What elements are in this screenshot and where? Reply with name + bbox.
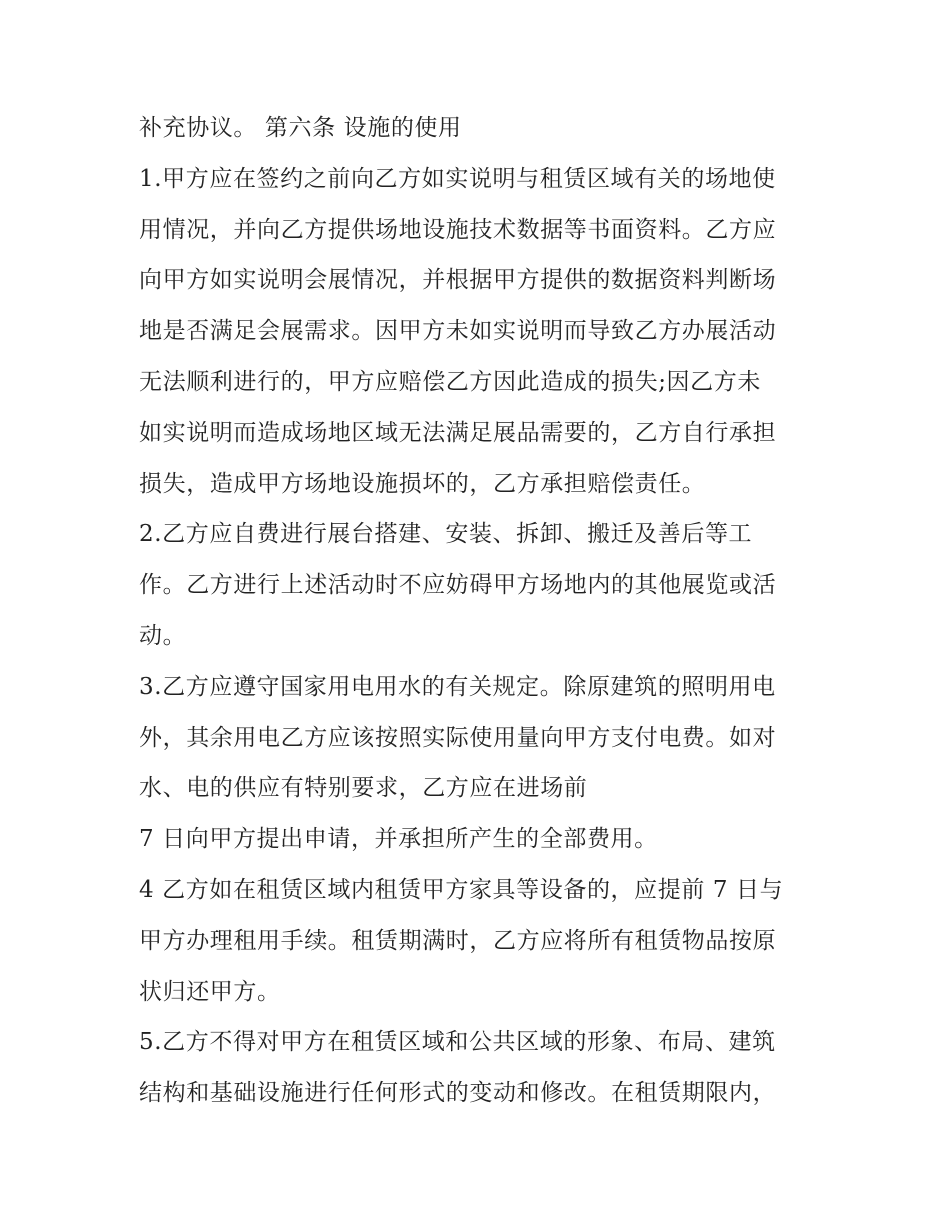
text-line: 结构和基础设施进行任何形式的变动和修改。在租赁期限内， <box>139 1080 777 1107</box>
text-line: 状归还甲方。 <box>139 978 281 1005</box>
text-line: 如实说明而造成场地区域无法满足展品需要的，乙方自行承担 <box>139 419 777 446</box>
text-line: 作。乙方进行上述活动时不应妨碍甲方场地内的其他展览或活 <box>139 572 777 599</box>
text-line: 水、电的供应有特别要求，乙方应在进场前 <box>139 775 588 802</box>
text-line: 4 乙方如在租赁区域内租赁甲方家具等设备的，应提前 7 日与 <box>139 876 784 903</box>
text-line: 损失，造成甲方场地设施损坏的，乙方承担赔偿责任。 <box>139 470 706 497</box>
text-line: 外，其余用电乙方应该按照实际使用量向甲方支付电费。如对 <box>139 724 777 751</box>
text-line: 向甲方如实说明会展情况，并根据甲方提供的数据资料判断场 <box>139 267 777 294</box>
document-body <box>139 103 819 1119</box>
text-line: 2.乙方应自费进行展台搭建、安装、拆卸、搬迁及善后等工 <box>139 521 753 548</box>
text-line: 甲方办理租用手续。租赁期满时，乙方应将所有租赁物品按原 <box>139 927 777 954</box>
text-line: 5.乙方不得对甲方在租赁区域和公共区域的形象、布局、建筑 <box>139 1029 776 1056</box>
text-line: 用情况，并向乙方提供场地设施技术数据等书面资料。乙方应 <box>139 216 777 243</box>
text-line: 动。 <box>139 622 187 649</box>
text-line: 无法顺利进行的，甲方应赔偿乙方因此造成的损失;因乙方未 <box>139 368 761 395</box>
text-line: 3.乙方应遵守国家用电用水的有关规定。除原建筑的照明用电 <box>139 673 776 700</box>
text-line: 地是否满足会展需求。因甲方未如实说明而导致乙方办展活动 <box>139 318 777 345</box>
text-line: 补充协议。 第六条 设施的使用 <box>139 115 462 141</box>
text-line: 7 日向甲方提出申请，并承担所产生的全部费用。 <box>139 826 658 853</box>
text-line: 1.甲方应在签约之前向乙方如实说明与租赁区域有关的场地使 <box>139 165 776 192</box>
